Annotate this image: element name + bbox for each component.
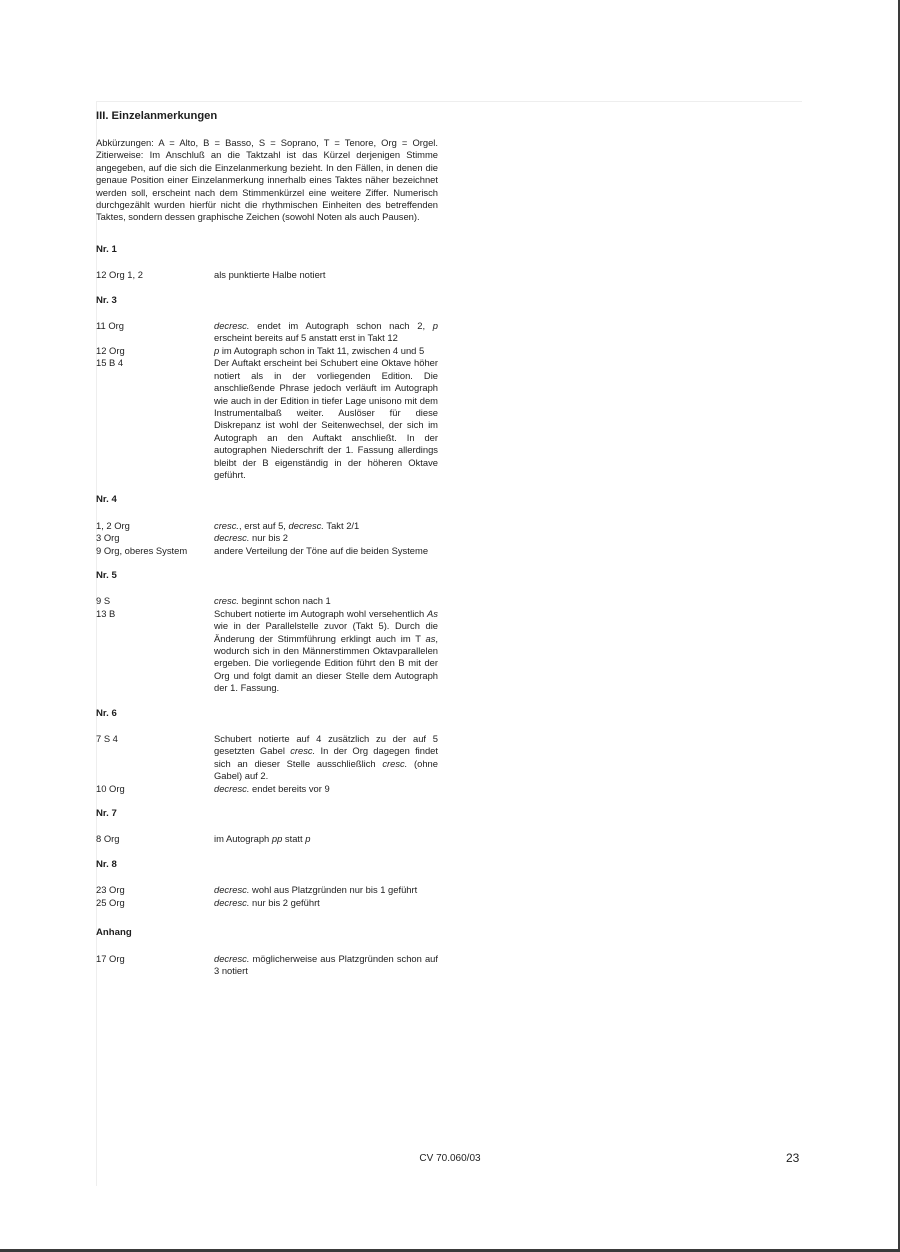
note-dynamic-mark: p xyxy=(432,320,438,332)
entry-note xyxy=(214,884,438,896)
note-dynamic-mark: cresc. xyxy=(214,595,240,607)
entry-location: 15 B 4 xyxy=(96,357,124,369)
entry-location: 17 Org xyxy=(96,952,125,964)
note-text: nur bis 2 xyxy=(249,532,288,544)
note-text: wohl aus Platzgründen nur bis 1 geführt xyxy=(249,884,418,896)
note-entry xyxy=(96,320,438,345)
sections-list xyxy=(96,244,438,977)
entry-note xyxy=(214,733,438,783)
note-entry xyxy=(96,833,438,845)
note-entry xyxy=(96,545,438,557)
note-text: erscheint bereits auf 5 anstatt erst in Takt 12 xyxy=(214,332,398,344)
entry-note xyxy=(214,783,438,795)
entry-location: 3 Org xyxy=(96,532,120,544)
note-dynamic-mark: decresc. xyxy=(214,782,250,794)
note-dynamic-mark: pp xyxy=(271,833,283,845)
note-section xyxy=(96,808,438,846)
entry-note xyxy=(214,269,438,281)
note-text: andere Verteilung der Töne auf die beiden Systeme xyxy=(214,544,429,556)
entry-note xyxy=(214,545,438,557)
note-text: beginnt schon nach 1 xyxy=(239,595,331,607)
entry-location: 12 Org xyxy=(96,344,125,356)
note-text: (ohne Gabel) auf 2. xyxy=(214,757,438,782)
entry-note xyxy=(214,520,438,532)
section-title: Nr. 8 xyxy=(96,858,117,870)
note-dynamic-mark: decresc. xyxy=(214,884,250,896)
note-text: im Autograph schon in Takt 11, zwischen 4 und 5 xyxy=(219,344,425,356)
note-entry xyxy=(96,897,438,909)
note-section xyxy=(96,295,438,482)
note-dynamic-mark: as xyxy=(425,632,436,644)
section-title: Nr. 4 xyxy=(96,494,117,506)
note-text: Der Auftakt erscheint bei Schubert eine Oktave höher notiert als in der vorliegenden Edition. Die anschließende Phrase jedoch verläuft im Autograph wie auch in der Edition in tiefer Lage unisono mit dem Instrumentalbaß weiter. Auslöser für diese Diskrepanz ist wohl der Seitenwechsel, der sich im Autograph an den Auftakt anschließt. In der autographen Niederschrift der 1. Fassung allerdings bleibt der B eigenständig in der höheren Oktave geführt. xyxy=(214,357,438,480)
note-text: als punktierte Halbe notiert xyxy=(214,269,326,281)
entry-note xyxy=(214,320,438,345)
entry-note xyxy=(214,345,438,357)
note-text: endet bereits vor 9 xyxy=(249,782,330,794)
entry-location: 7 S 4 xyxy=(96,733,118,745)
note-entry xyxy=(96,269,438,281)
note-entry xyxy=(96,532,438,544)
page-heading: III. Einzelanmerkungen xyxy=(96,110,218,122)
entry-note xyxy=(214,608,438,695)
note-dynamic-mark: p xyxy=(214,344,220,356)
note-entry xyxy=(96,783,438,795)
entry-note xyxy=(214,532,438,544)
note-text: , erst auf 5, xyxy=(239,519,289,531)
page-number: 23 xyxy=(786,1151,800,1165)
note-text: im Autograph xyxy=(214,833,272,845)
note-text: In der Org dagegen findet sich an dieser Stelle ausschließlich xyxy=(214,745,439,769)
entry-note xyxy=(214,595,438,607)
catalog-code: CV 70.060/03 xyxy=(419,1153,481,1164)
note-text: Schubert notierte im Autograph wohl versehentlich xyxy=(214,607,428,619)
section-title: Nr. 5 xyxy=(96,569,117,581)
note-section xyxy=(96,927,438,977)
note-dynamic-mark: decresc. xyxy=(214,896,250,908)
section-title: Nr. 3 xyxy=(96,294,117,306)
entry-note xyxy=(214,953,438,978)
entry-location: 11 Org xyxy=(96,320,124,332)
note-text: wie in der Parallelstelle zuvor (Takt 5). Durch die Änderung der Stimmführung erklingt auch im T xyxy=(214,620,438,644)
note-section xyxy=(96,494,438,557)
note-section xyxy=(96,570,438,695)
note-entry xyxy=(96,884,438,896)
note-dynamic-mark: p xyxy=(305,833,311,845)
section-title: Nr. 7 xyxy=(96,808,117,820)
note-entry xyxy=(96,733,438,783)
entry-location: 12 Org 1, 2 xyxy=(96,269,143,281)
entry-location: 9 S xyxy=(96,595,111,607)
entry-location: 8 Org xyxy=(96,833,120,845)
note-text: endet im Autograph schon nach 2, xyxy=(249,320,433,332)
notes-column xyxy=(96,109,438,990)
note-text: , wodurch sich in den Männerstimmen Oktavparallelen ergeben. Die vorliegende Edition führt den B mit der Org und folgt damit an dieser Stelle dem Autograph der 1. Fassung. xyxy=(214,632,438,694)
entry-note xyxy=(214,897,438,909)
section-title: Anhang xyxy=(96,927,132,939)
note-text: Schubert notierte auf 4 zusätzlich zu der auf 5 gesetzten Gabel xyxy=(214,733,438,757)
entry-location: 13 B xyxy=(96,607,116,619)
note-entry xyxy=(96,953,438,978)
entry-location: 1, 2 Org xyxy=(96,519,130,531)
note-text: Takt 2/1 xyxy=(323,519,360,531)
note-dynamic-mark: decresc. xyxy=(214,532,250,544)
note-section xyxy=(96,244,438,282)
entry-note xyxy=(214,357,438,481)
note-dynamic-mark: cresc. xyxy=(214,519,240,531)
note-text: möglicherweise aus Platzgründen schon auf 3 notiert xyxy=(214,952,438,976)
note-entry xyxy=(96,595,438,607)
entry-location: 25 Org xyxy=(96,896,125,908)
note-text: nur bis 2 geführt xyxy=(249,896,320,908)
note-entry xyxy=(96,608,438,695)
note-dynamic-mark: decresc. xyxy=(214,320,250,332)
note-text: statt xyxy=(282,833,306,845)
note-dynamic-mark: cresc. xyxy=(382,757,408,769)
note-section xyxy=(96,859,438,909)
note-dynamic-mark: As xyxy=(427,607,438,619)
note-dynamic-mark: decresc. xyxy=(214,952,250,964)
note-dynamic-mark: decresc. xyxy=(288,519,324,531)
note-dynamic-mark: cresc. xyxy=(290,745,316,757)
note-entry xyxy=(96,357,438,481)
section-title: Nr. 1 xyxy=(96,243,117,255)
note-entry xyxy=(96,520,438,532)
intro-paragraph: Abkürzungen: A = Alto, B = Basso, S = Soprano, T = Tenore, Org = Orgel. Zitierweise: Im Anschluß an die Taktzahl ist das Kürzel derjenigen Stimme angegeben, auf die sich die Einzelanmerkung bezieht. In den Fällen, in denen die genaue Position einer Einzelanmerkung innerhalb eines Taktes näher bezeichnet werden soll, erscheint nach dem Stimmenkürzel eine weitere Ziffer. Numerisch durchgezählt wurden hierfür nicht die rhythmischen Einheiten des betreffenden Taktes, sondern dessen graphische Zeichen (sowohl Noten als auch Pausen). xyxy=(96,137,438,223)
entry-note xyxy=(214,833,438,845)
entry-location: 23 Org xyxy=(96,884,125,896)
section-title: Nr. 6 xyxy=(96,707,117,719)
entry-location: 10 Org xyxy=(96,782,125,794)
note-entry xyxy=(96,345,438,357)
entry-location: 9 Org, oberes System xyxy=(96,544,188,556)
top-divider xyxy=(96,101,802,102)
note-section xyxy=(96,708,438,795)
